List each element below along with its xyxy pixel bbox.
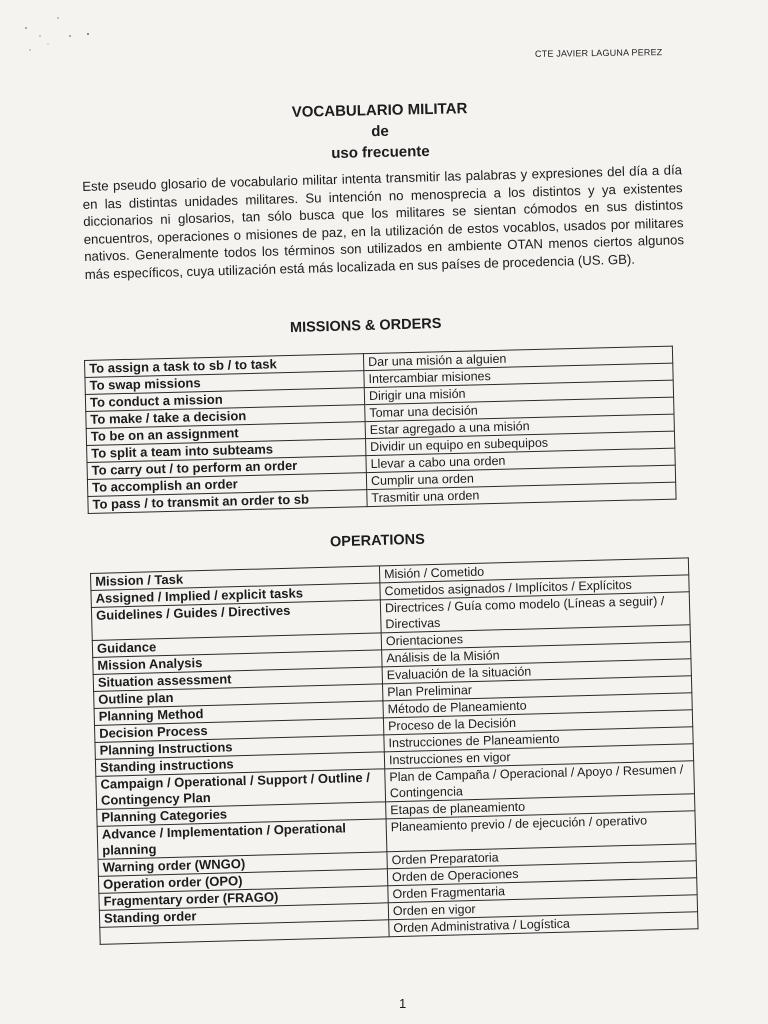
term-spanish: Dirigir una misión xyxy=(364,380,673,405)
term-english: Warning order (WNGO) xyxy=(98,852,387,877)
term-english: Outline plan xyxy=(94,684,383,709)
term-spanish: Orden de Operaciones xyxy=(387,861,696,886)
term-english: To pass / to transmit an order to sb xyxy=(88,490,367,514)
term-english: To split a team into subteams xyxy=(87,439,366,463)
term-spanish: Planeamiento previo / de ejecución / operativo xyxy=(386,811,696,852)
term-spanish: Cumplir una orden xyxy=(366,465,675,490)
term-spanish: Plan de Campaña / Operacional / Apoyo / Resumen / Contingencia xyxy=(385,761,695,802)
term-english: To accomplish an order xyxy=(87,473,366,497)
term-spanish: Estar agregado a una misión xyxy=(365,414,674,439)
missions-table xyxy=(84,346,677,514)
term-spanish: Llevar a cabo una orden xyxy=(366,448,675,473)
term-spanish: Plan Preliminar xyxy=(383,676,692,701)
term-english: To assign a task to sb / to task xyxy=(85,354,364,378)
title-line-2: de xyxy=(371,122,389,141)
term-english: Guidance xyxy=(92,633,381,658)
intro-paragraph: Este pseudo glosario de vocabulario militar intenta transmitir las palabras y expresiones del día a día en las distintas unidades militares. Su intención no menosprecia a los distintos y ya existentes diccionarios ni glosarios, tan sólo busca que los militares se sientan cómodos en sus distintos encuentros, operaciones o misiones de paz, en la utilización de estos vocablos, usados por militares nativos. Generalmente todos los términos son utilizados en ambiente OTAN menos ciertos algunos más específicos, cuya utilización está más localizada en sus países de procedencia (US. GB). xyxy=(82,162,685,282)
term-english: Assigned / Implied / explicit tasks xyxy=(91,583,380,608)
term-spanish: Análisis de la Misión xyxy=(382,642,691,667)
term-english: To swap missions xyxy=(85,371,364,395)
term-english: Operation order (OPO) xyxy=(98,869,387,894)
term-english: To make / take a decision xyxy=(86,405,365,429)
term-english: Mission Analysis xyxy=(93,650,382,675)
term-spanish: Dividir un equipo en subequipos xyxy=(366,431,675,456)
term-english: Planning Categories xyxy=(97,802,386,827)
term-spanish: Cometidos asignados / Implícitos / Explícitos xyxy=(380,575,689,600)
term-english: Planning Instructions xyxy=(95,735,384,760)
term-spanish: Orden Preparatoria xyxy=(387,844,696,869)
term-spanish: Trasmitir una orden xyxy=(367,482,676,507)
term-english: Decision Process xyxy=(94,718,383,743)
term-english: To be on an assignment xyxy=(86,422,365,446)
term-english: Guidelines / Guides / Directives xyxy=(91,600,381,641)
term-spanish: Orden en vigor xyxy=(388,895,697,920)
term-english: Standing instructions xyxy=(95,752,384,777)
document-title xyxy=(249,97,510,165)
term-spanish: Misión / Cometido xyxy=(379,558,688,583)
term-spanish: Instrucciones en vigor xyxy=(384,744,693,769)
term-english: Planning Method xyxy=(94,701,383,726)
scan-specks xyxy=(18,6,108,66)
term-spanish: Evaluación de la situación xyxy=(382,659,691,684)
term-spanish: Etapas de planeamiento xyxy=(386,794,695,819)
title-line-3: uso frecuente xyxy=(331,142,430,163)
operations-table xyxy=(90,557,699,945)
section-title-missions: MISSIONS & ORDERS xyxy=(289,315,442,337)
term-english: To carry out / to perform an order xyxy=(87,456,366,480)
author-name: CTE JAVIER LAGUNA PEREZ xyxy=(534,47,663,59)
term-spanish: Directrices / Guía como modelo (Líneas a seguir) / Directivas xyxy=(380,592,690,633)
term-english: Mission / Task xyxy=(91,566,380,591)
term-english: Standing order xyxy=(99,903,388,928)
term-spanish: Orden Fragmentaria xyxy=(388,878,697,903)
term-spanish: Orientaciones xyxy=(381,625,690,650)
term-english: To conduct a mission xyxy=(85,388,364,412)
term-spanish: Tomar una decisión xyxy=(365,397,674,422)
term-spanish: Proceso de la Decisión xyxy=(383,710,692,735)
term-spanish: Orden Administrativa / Logística xyxy=(389,912,698,937)
term-spanish: Dar una misión a alguien xyxy=(363,346,672,371)
term-spanish: Método de Planeamiento xyxy=(383,693,692,718)
title-line-1: VOCABULARIO MILITAR xyxy=(291,100,468,121)
term-english: Campaign / Operational / Support / Outline / Contingency Plan xyxy=(96,769,386,810)
term-english: Advance / Implementation / Operational planning xyxy=(97,819,387,860)
term-spanish: Intercambiar misiones xyxy=(364,363,673,388)
term-spanish: Instrucciones de Planeamiento xyxy=(384,727,693,752)
page-number: 1 xyxy=(399,996,407,1011)
section-title-operations: OPERATIONS xyxy=(329,531,426,551)
term-english: Situation assessment xyxy=(93,667,382,692)
term-english: Fragmentary order (FRAGO) xyxy=(99,886,388,911)
